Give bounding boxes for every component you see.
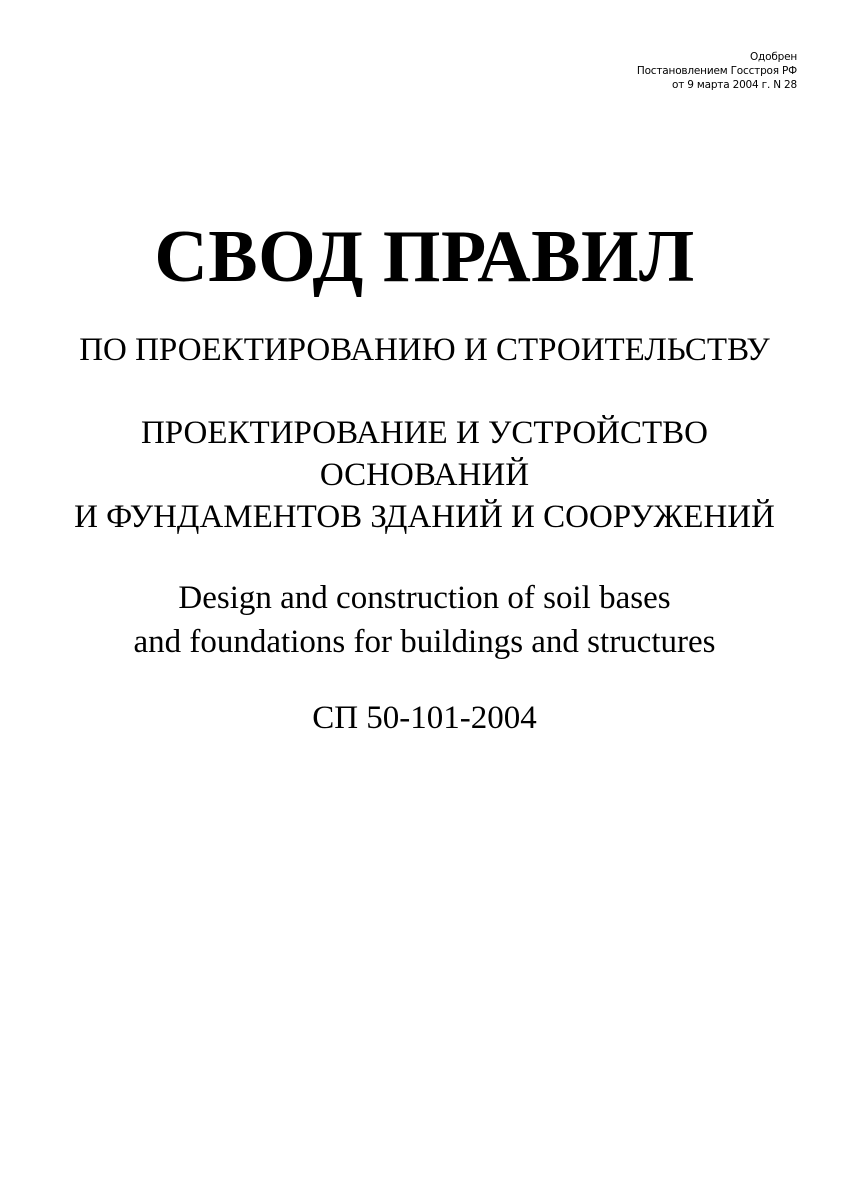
english-title-line-1: Design and construction of soil bases bbox=[178, 580, 671, 616]
approval-line-1: Одобрен bbox=[749, 51, 797, 63]
english-title bbox=[0, 576, 849, 664]
document-subtitle: ПО ПРОЕКТИРОВАНИЮ И СТРОИТЕЛЬСТВУ bbox=[79, 332, 770, 368]
document-name-line-3: И ФУНДАМЕНТОВ ЗДАНИЙ И СООРУЖЕНИЙ bbox=[74, 499, 775, 535]
document-code: СП 50-101-2004 bbox=[312, 700, 537, 736]
english-title-line-2: and foundations for buildings and structures bbox=[133, 624, 716, 660]
document-name-line-1: ПРОЕКТИРОВАНИЕ И УСТРОЙСТВО bbox=[140, 415, 709, 451]
document-title: СВОД ПРАВИЛ bbox=[154, 216, 695, 298]
document-name-line-2: ОСНОВАНИЙ bbox=[319, 457, 530, 493]
document-name bbox=[0, 412, 849, 538]
approval-line-3: от 9 марта 2004 г. N 28 bbox=[671, 79, 797, 91]
approval-note bbox=[637, 50, 797, 92]
approval-line-2: Постановлением Госстроя РФ bbox=[636, 65, 797, 77]
